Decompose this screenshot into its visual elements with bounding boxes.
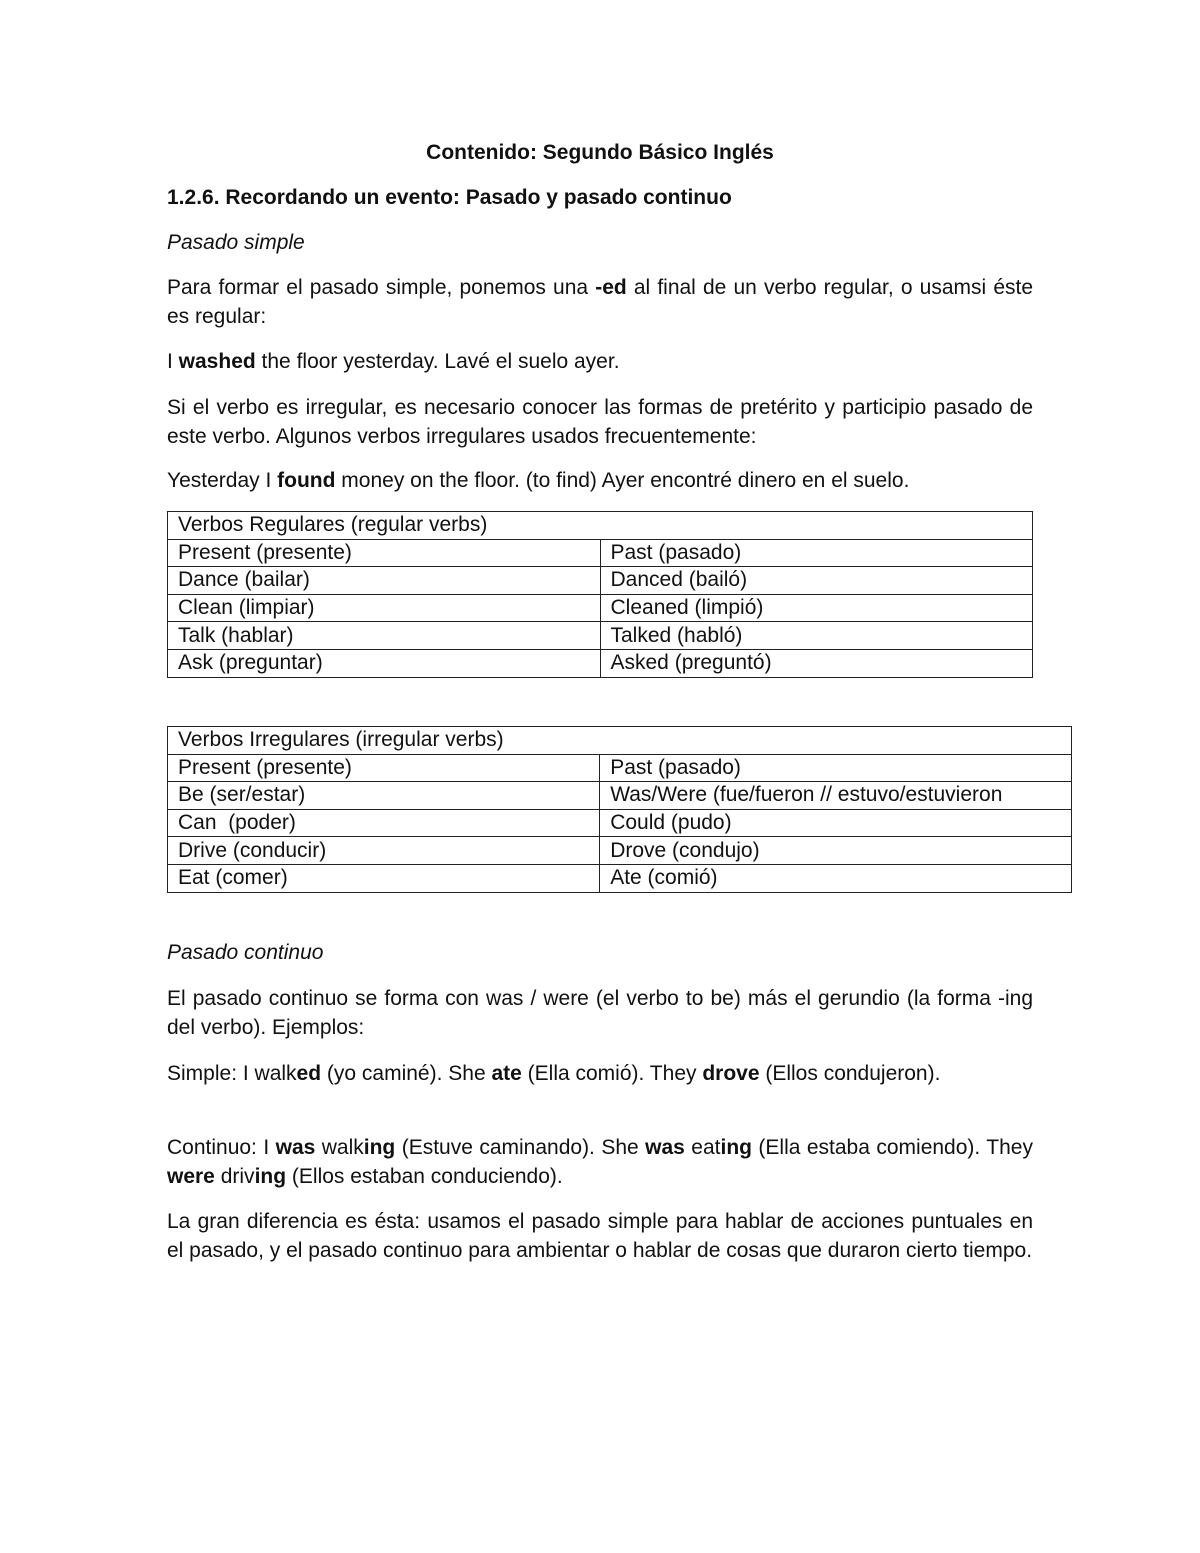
table-row	[168, 782, 1072, 810]
table-row	[168, 649, 1033, 677]
table-row	[168, 567, 1033, 595]
table-row	[168, 622, 1033, 650]
table-cell: Ask (preguntar)	[168, 649, 601, 677]
table-header-row	[168, 539, 1033, 567]
section-heading: 1.2.6. Recordando un evento: Pasado y pasado continuo	[167, 186, 732, 209]
table-cell: Was/Were (fue/fueron // estuvo/estuvieron	[600, 782, 1072, 810]
paragraph-continuo-intro: El pasado continuo se forma con was / were (el verbo to be) más el gerundio (la forma -ing del verbo). Ejemplos:	[167, 987, 1033, 1039]
example-found: Yesterday I found money on the floor. (to find) Ayer encontré dinero en el suelo.	[167, 469, 910, 492]
table-header-row	[168, 754, 1072, 782]
column-header-present: Present (presente)	[168, 539, 601, 567]
column-header-past: Past (pasado)	[600, 539, 1033, 567]
table-cell: Could (pudo)	[600, 809, 1072, 837]
table-cell: Clean (limpiar)	[168, 594, 601, 622]
subheading-pasado-simple: Pasado simple	[167, 231, 305, 254]
table-cell: Danced (bailó)	[600, 567, 1033, 595]
table-row	[168, 809, 1072, 837]
table-row	[168, 864, 1072, 892]
paragraph-conclusion: La gran diferencia es ésta: usamos el pasado simple para hablar de acciones puntuales en el pasado, y el pasado continuo para ambientar o hablar de cosas que duraron cierto tiempo.	[167, 1210, 1033, 1262]
table-cell: Be (ser/estar)	[168, 782, 600, 810]
table-cell: Asked (preguntó)	[600, 649, 1033, 677]
table-cell: Talk (hablar)	[168, 622, 601, 650]
table-caption-row	[168, 512, 1033, 540]
table-caption: Verbos Regulares (regular verbs)	[168, 512, 1033, 540]
column-header-present: Present (presente)	[168, 754, 600, 782]
column-header-past: Past (pasado)	[600, 754, 1072, 782]
table-caption: Verbos Irregulares (irregular verbs)	[168, 727, 1072, 755]
document-title: Contenido: Segundo Básico Inglés	[426, 141, 774, 164]
paragraph-simple-intro: Para formar el pasado simple, ponemos una -ed al final de un verbo regular, o usamsi éste es regular:	[167, 276, 1034, 328]
table-cell: Eat (comer)	[168, 864, 600, 892]
irregular-verbs-table	[167, 726, 1072, 893]
table-cell: Can (poder)	[168, 809, 600, 837]
table-cell: Cleaned (limpió)	[600, 594, 1033, 622]
table-cell: Ate (comió)	[600, 864, 1072, 892]
table-caption-row	[168, 727, 1072, 755]
table-cell: Talked (habló)	[600, 622, 1033, 650]
example-washed: I washed the floor yesterday. Lavé el suelo ayer.	[167, 350, 620, 373]
paragraph-irregular-intro: Si el verbo es irregular, es necesario conocer las formas de pretérito y participio pasado de este verbo. Algunos verbos irregulares usados frecuentemente:	[167, 396, 1033, 448]
subheading-pasado-continuo: Pasado continuo	[167, 941, 324, 964]
table-cell: Drive (conducir)	[168, 837, 600, 865]
table-cell: Dance (bailar)	[168, 567, 601, 595]
table-row	[168, 594, 1033, 622]
table-row	[168, 837, 1072, 865]
regular-verbs-table	[167, 511, 1033, 678]
table-cell: Drove (condujo)	[600, 837, 1072, 865]
example-simple: Simple: I walked (yo caminé). She ate (Ella comió). They drove (Ellos condujeron).	[167, 1062, 941, 1085]
example-continuo: Continuo: I was walking (Estuve caminando). She was eating (Ella estaba comiendo). They were driving (Ellos estaban conduciendo).	[167, 1136, 1033, 1188]
